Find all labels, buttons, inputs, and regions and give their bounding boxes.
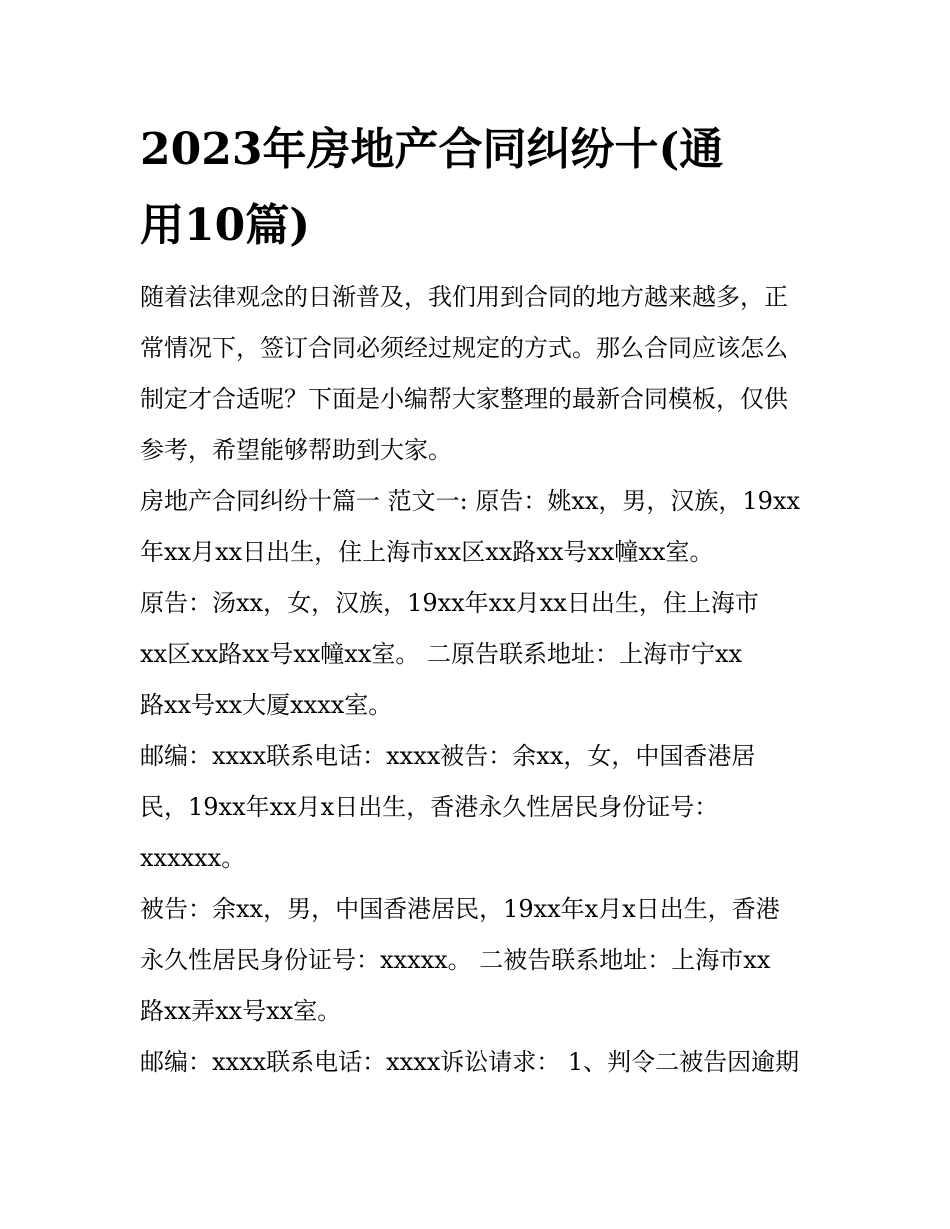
body-line: xxxxxx。 [140,844,246,872]
body-line: 永久性居民身份证号：xxxxx。 二被告联系地址：上海市xx [140,946,771,974]
document-title [140,112,820,264]
body-line: 年xx月xx日出生，住上海市xx区xx路xx号xx幢xx室。 [140,538,714,566]
body-line: 邮编：xxxx联系电话：xxxx被告：余xx，女，中国香港居 [140,742,756,770]
body-line: 参考，希望能够帮助到大家。 [140,436,452,464]
body-line: 被告：余xx，男，中国香港居民，19xx年x月x日出生，香港 [140,895,780,923]
body-line: 路xx号xx大厦xxxx室。 [140,691,393,719]
body-line: 常情况下，签订合同必须经过规定的方式。那么合同应该怎么 [140,334,788,362]
document-body [140,272,820,1088]
body-line: 房地产合同纠纷十篇一 范文一: 原告：姚xx，男，汉族，19xx [140,487,801,515]
body-line: 制定才合适呢？下面是小编帮大家整理的最新合同模板，仅供 [140,385,788,413]
body-line: 原告：汤xx，女，汉族，19xx年xx月xx日出生，住上海市 [140,589,759,617]
body-line: 民，19xx年xx月x日出生，香港永久性居民身份证号： [140,793,719,821]
body-line: 路xx弄xx号xx室。 [140,997,342,1025]
body-line: 随着法律观念的日渐普及，我们用到合同的地方越来越多，正 [140,283,788,311]
title-line: 用10篇) [140,200,311,251]
body-line: xx区xx路xx号xx幢xx室。 二原告联系地址：上海市宁xx [140,640,743,668]
title-line: 2023年房地产合同纠纷十(通 [140,124,724,175]
body-line: 邮编：xxxx联系电话：xxxx诉讼请求： 1、判令二被告因逾期 [140,1048,800,1076]
